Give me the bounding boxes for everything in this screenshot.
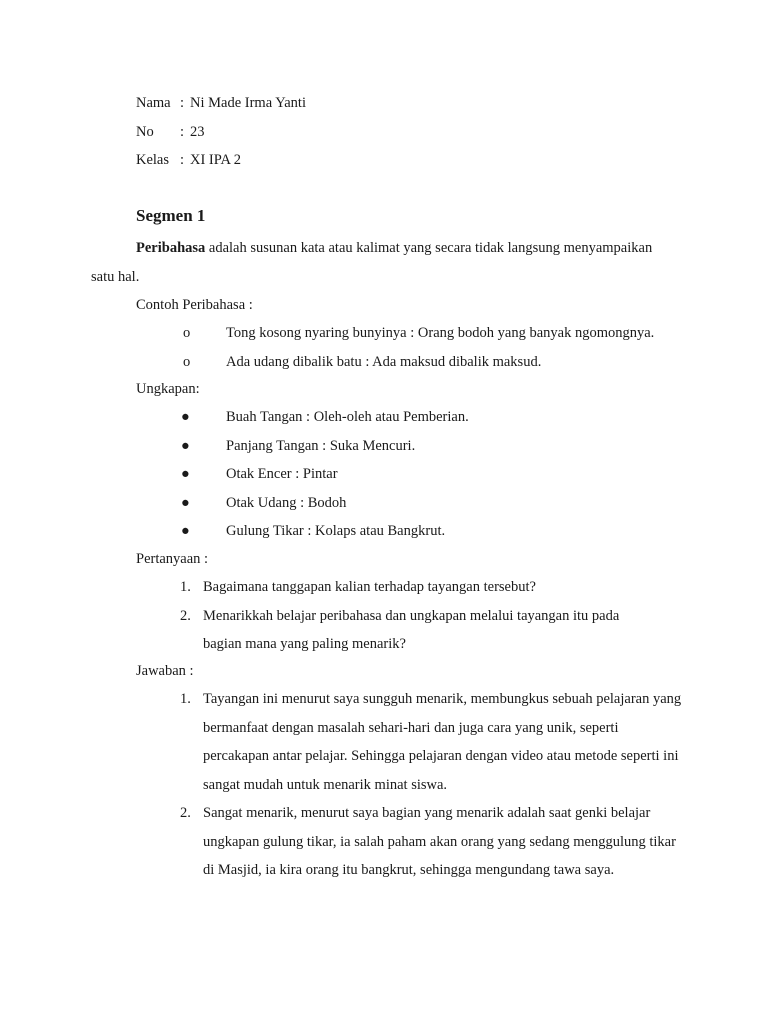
definition-line-1 <box>91 234 681 263</box>
answer-text: Sangat menarik, menurut saya bagian yang menarik adalah saat genki belajar ungkapan gulung tikar, ia salah paham akan orang yang sedang menggulung tikar di Masjid, ia kira orang itu bangkrut, sehingga mengundang tawa saya. <box>203 805 676 878</box>
class-value: XI IPA 2 <box>190 152 242 168</box>
identity-row-name <box>136 89 306 118</box>
list-item <box>136 319 654 348</box>
question-text: Bagaimana tanggapan kalian terhadap tayangan tersebut? <box>203 579 536 595</box>
class-separator: : <box>180 152 185 168</box>
identity-row-class <box>136 146 306 175</box>
answer-number: 2. <box>180 805 191 821</box>
question-number: 2. <box>180 607 191 624</box>
number-label: No <box>136 123 154 140</box>
list-marker: o <box>183 325 191 341</box>
identity-row-number <box>136 118 306 147</box>
segment-title: Segmen 1 <box>136 206 206 225</box>
name-separator: : <box>180 95 185 111</box>
bullet-marker: ● <box>181 466 190 482</box>
pertanyaan-heading: Pertanyaan : <box>136 551 209 567</box>
student-identity <box>136 89 306 175</box>
jawaban-list <box>180 685 682 885</box>
answer-item <box>180 685 682 799</box>
list-item <box>136 460 469 489</box>
peribahasa-heading: Contoh Peribahasa : <box>136 297 253 313</box>
list-item <box>136 432 469 461</box>
bullet-marker: ● <box>181 409 190 425</box>
answer-text: Tayangan ini menurut saya sungguh menarik, membungkus sebuah pelajaran yang bermanfaat dengan masalah sehari-hari dan juga cara yang unik, seperti percakapan antar pelajar. Sehingga pelajaran dengan video atau metode seperti ini sangat mudah untuk menarik minat siswa. <box>203 691 682 793</box>
jawaban-heading: Jawaban : <box>136 663 194 679</box>
number-separator: : <box>180 123 185 140</box>
bullet-marker: ● <box>181 437 190 454</box>
list-item-text: Otak Udang : Bodoh <box>226 494 347 511</box>
list-item-text: Buah Tangan : Oleh-oleh atau Pemberian. <box>226 409 469 425</box>
answer-number: 1. <box>180 691 191 707</box>
name-label: Nama <box>136 95 171 111</box>
question-number: 1. <box>180 579 191 595</box>
ungkapan-list <box>136 403 469 546</box>
list-item-text: Otak Encer : Pintar <box>226 466 338 482</box>
list-marker: o <box>183 353 191 370</box>
peribahasa-list <box>136 319 654 376</box>
number-value: 23 <box>190 123 205 140</box>
answer-item <box>180 799 682 885</box>
list-item <box>136 517 469 546</box>
list-item-text: Panjang Tangan : Suka Mencuri. <box>226 437 416 454</box>
pertanyaan-list <box>180 573 650 659</box>
question-text: Menarikkah belajar peribahasa dan ungkapan melalui tayangan itu pada bagian mana yang paling menarik? <box>203 607 620 652</box>
bullet-marker: ● <box>181 523 190 539</box>
definition-line-2: satu hal. <box>91 268 140 285</box>
list-item <box>136 489 469 518</box>
question-item <box>180 602 650 659</box>
definition-text: adalah susunan kata atau kalimat yang secara tidak langsung menyampaikan <box>205 240 653 256</box>
question-item <box>180 573 650 602</box>
name-value: Ni Made Irma Yanti <box>190 95 306 111</box>
class-label: Kelas <box>136 152 170 168</box>
list-item-text: Tong kosong nyaring bunyinya : Orang bodoh yang banyak ngomongnya. <box>226 325 655 341</box>
list-item-text: Gulung Tikar : Kolaps atau Bangkrut. <box>226 523 446 539</box>
list-item <box>136 348 654 377</box>
list-item <box>136 403 469 432</box>
bullet-marker: ● <box>181 494 190 511</box>
ungkapan-heading: Ungkapan: <box>136 381 200 397</box>
definition-paragraph <box>91 234 681 291</box>
definition-term: Peribahasa <box>136 240 206 256</box>
list-item-text: Ada udang dibalik batu : Ada maksud dibalik maksud. <box>226 353 542 370</box>
